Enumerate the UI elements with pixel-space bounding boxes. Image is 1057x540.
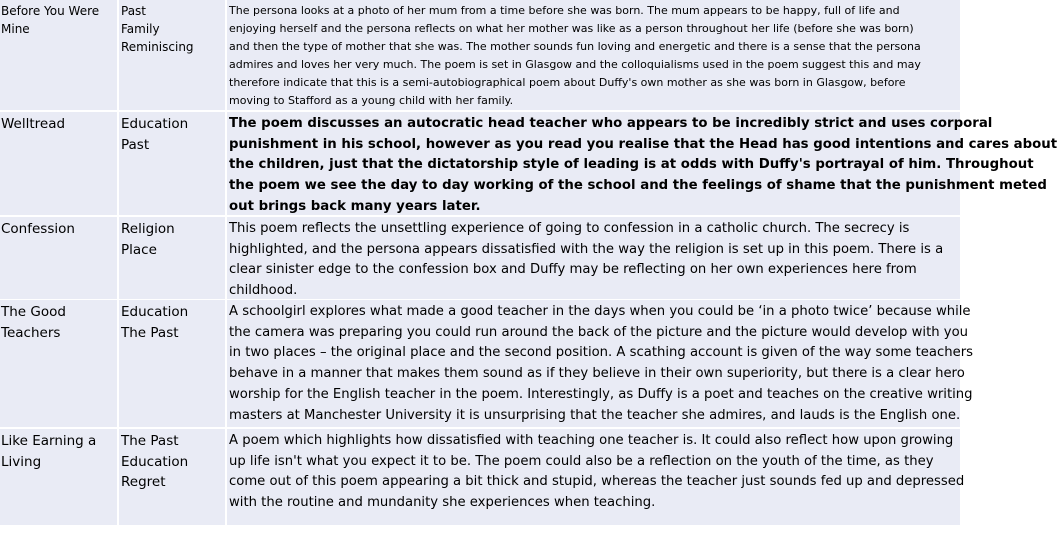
description-line: therefore indicate that this is a semi-autobiographical poem about Duffy's own mother as she was born in Glasgow, before bbox=[229, 76, 906, 89]
poem-title-line: Teachers bbox=[1, 324, 61, 341]
poem-title-line: Like Earning a bbox=[1, 433, 97, 449]
description-line: come out of this poem appearing a bit thick and stupid, whereas the teacher just sounds fed up and depressed bbox=[229, 474, 965, 490]
theme-item: Past bbox=[121, 4, 147, 18]
description-line: and then the type of mother that she was. The mother sounds fun loving and energetic and there is a sense that the persona bbox=[229, 40, 921, 53]
theme-item: Regret bbox=[121, 474, 166, 491]
poem-description-cell bbox=[227, 0, 960, 110]
theme-item: Past bbox=[121, 136, 150, 153]
poem-title-line: Mine bbox=[1, 22, 30, 36]
poem-themes-cell bbox=[119, 0, 225, 110]
description-line: A schoolgirl explores what made a good teacher in the days when you could be ‘in a photo twice’ because while bbox=[229, 304, 971, 319]
description-line: The poem discusses an autocratic head teacher who appears to be incredibly strict and uses corporal bbox=[229, 116, 993, 131]
theme-item: Education bbox=[121, 116, 189, 132]
poem-title-line: Welltread bbox=[1, 116, 66, 132]
theme-item: The Past bbox=[121, 433, 179, 449]
description-line: moving to Stafford as a young child with her family. bbox=[229, 94, 514, 107]
theme-item: Religion bbox=[121, 221, 175, 237]
theme-item: Place bbox=[121, 241, 157, 258]
poem-title-cell bbox=[0, 429, 117, 525]
theme-item: The Past bbox=[121, 324, 179, 341]
description-line: worship for the English teacher in the poem. Interestingly, as Duffy is a poet and teaches on the creative writing bbox=[229, 386, 973, 402]
table-row bbox=[0, 429, 965, 525]
poem-title-line: The Good bbox=[1, 304, 66, 320]
poem-themes-cell bbox=[119, 217, 225, 299]
table-row bbox=[0, 217, 960, 299]
poem-description-cell bbox=[227, 217, 960, 299]
description-line: the children, just that the dictatorship style of leading is at odds with Duffy's portrayal of him. Throughout bbox=[229, 157, 1034, 173]
table-row bbox=[0, 112, 1057, 215]
poem-title-line: Before You Were bbox=[1, 4, 100, 18]
description-line: highlighted, and the persona appears dissatisfied with the way the religion is set up in this poem. There is a bbox=[229, 241, 944, 257]
poem-title-line: Living bbox=[1, 453, 42, 470]
theme-item: Reminiscing bbox=[121, 40, 194, 54]
poem-title-line: Confession bbox=[1, 221, 75, 237]
description-line: the poem we see the day to day working of the school and the feelings of shame that the punishment meted bbox=[229, 178, 1047, 194]
theme-item: Education bbox=[121, 304, 189, 320]
description-line: enjoying herself and the persona reflects on what her mother was like as a person throughout her life (before she was born) bbox=[229, 22, 914, 35]
description-line: masters at Manchester University it is unsurprising that the teacher she admires, and lauds is the English one. bbox=[229, 407, 961, 423]
poem-themes-cell bbox=[119, 300, 225, 427]
description-line: behave in a manner that makes them sound as if they believe in their own superiority, but there is a clear hero bbox=[229, 366, 965, 382]
poem-description-cell bbox=[227, 300, 973, 427]
description-line: the camera was preparing you could run around the back of the picture and the picture would develop with you bbox=[229, 324, 969, 340]
description-line: clear sinister edge to the confession box and Duffy may be reflecting on her own experiences here from bbox=[229, 262, 917, 278]
theme-item: Education bbox=[121, 453, 189, 470]
description-line: The persona looks at a photo of her mum from a time before she was born. The mum appears to be happy, full of life and bbox=[229, 4, 900, 17]
description-line: up life isn't what you expect it to be. The poem could also be a reflection on the youth of the time, as they bbox=[229, 453, 934, 469]
poem-title-cell bbox=[0, 112, 117, 215]
theme-item: Family bbox=[121, 22, 160, 36]
description-line: childhood. bbox=[229, 283, 298, 299]
description-line: This poem reflects the unsettling experience of going to confession in a catholic church. The secrecy is bbox=[229, 221, 910, 236]
description-line: in two places – the original place and the second position. A scathing account is given of the way some teachers bbox=[229, 345, 973, 361]
description-line: A poem which highlights how dissatisfied with teaching one teacher is. It could also reflect how upon growing bbox=[229, 433, 954, 448]
poem-title-cell bbox=[0, 217, 117, 299]
poem-title-cell bbox=[0, 0, 117, 110]
description-line: admires and loves her very much. The poem is set in Glasgow and the colloquialisms used in the poem suggest this and may bbox=[229, 58, 921, 71]
description-line: out brings back many years later. bbox=[229, 198, 481, 214]
poem-themes-cell bbox=[119, 429, 225, 525]
poem-themes-cell bbox=[119, 112, 225, 215]
poem-description-cell bbox=[227, 429, 965, 525]
poem-description-cell bbox=[227, 112, 1057, 215]
poem-title-cell bbox=[0, 300, 117, 427]
description-line: punishment in his school, however as you read you realise that the Head has good intentions and cares about bbox=[229, 136, 1057, 152]
table-row bbox=[0, 300, 973, 427]
table-row bbox=[0, 0, 960, 110]
description-line: with the routine and mundanity she experiences when teaching. bbox=[229, 495, 656, 511]
